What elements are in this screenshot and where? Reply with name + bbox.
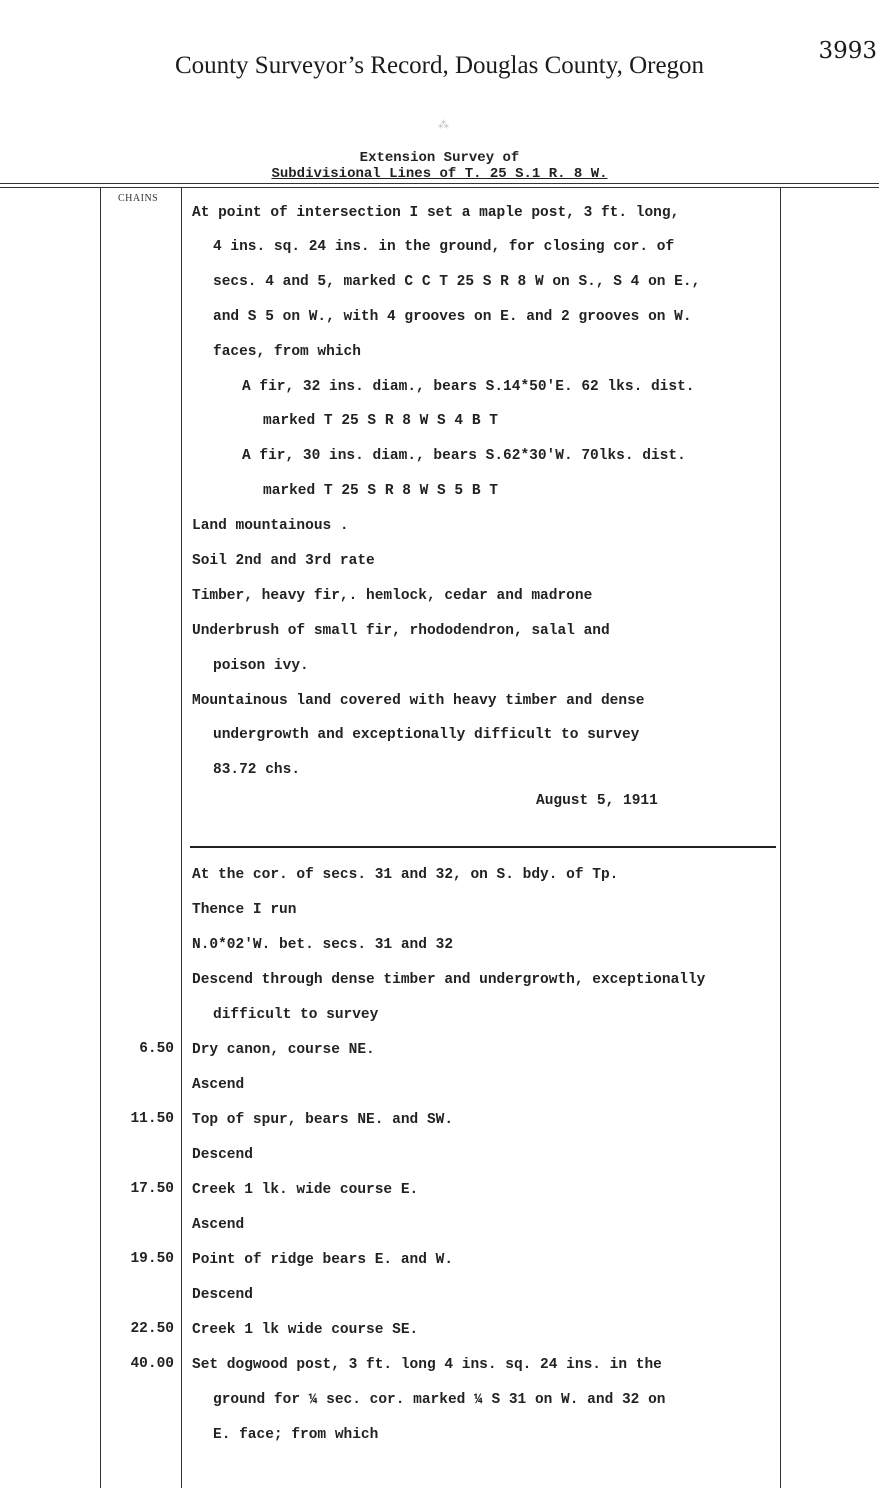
note-line: Ascend [192, 1217, 245, 1233]
page-number: 3993 [818, 38, 877, 64]
note-line: Thence I run [192, 902, 297, 918]
right-margin-line [780, 188, 781, 1488]
note-line: 83.72 chs. [213, 762, 301, 778]
section-divider [190, 846, 776, 848]
note-line: undergrowth and exceptionally difficult to survey [213, 727, 640, 743]
note-line: Land mountainous . [192, 518, 349, 534]
note-line: Descend [192, 1287, 253, 1303]
note-line: marked T 25 S R 8 W S 4 B T [263, 413, 498, 429]
note-line: Underbrush of small fir, rhododendron, salal and [192, 623, 610, 639]
note-line: Descend through dense timber and undergrowth, exceptionally [192, 972, 706, 988]
note-line: marked T 25 S R 8 W S 5 B T [263, 483, 498, 499]
note-line: Top of spur, bears NE. and SW. [192, 1112, 454, 1128]
note-line: ground for ¼ sec. cor. marked ¼ S 31 on W. and 32 on [213, 1392, 666, 1408]
chain-value: 11.50 [130, 1111, 174, 1127]
entry-date: August 5, 1911 [536, 793, 658, 809]
survey-title-line2: Subdivisional Lines of T. 25 S.1 R. 8 W. [271, 166, 608, 182]
note-line: Creek 1 lk wide course SE. [192, 1322, 419, 1338]
note-line: Mountainous land covered with heavy timber and dense [192, 693, 645, 709]
note-line: Ascend [192, 1077, 245, 1093]
note-line: At point of intersection I set a maple post, 3 ft. long, [192, 205, 680, 221]
survey-title-line1: Extension Survey of [359, 150, 520, 166]
chain-value: 40.00 [130, 1356, 174, 1372]
note-line: poison ivy. [213, 658, 309, 674]
page-header-title: County Surveyor’s Record, Douglas County, Oregon [174, 52, 705, 79]
survey-title [0, 150, 879, 182]
chains-column-line [181, 188, 182, 1488]
left-margin-line [100, 188, 101, 1488]
top-rule [0, 183, 879, 184]
chain-value: 22.50 [130, 1321, 174, 1337]
note-line: difficult to survey [213, 1007, 379, 1023]
note-line: Descend [192, 1147, 253, 1163]
note-line: Soil 2nd and 3rd rate [192, 553, 375, 569]
note-line: N.0*02'W. bet. secs. 31 and 32 [192, 937, 454, 953]
chain-value: 6.50 [139, 1041, 174, 1057]
note-line: and S 5 on W., with 4 grooves on E. and 2 grooves on W. [213, 309, 692, 325]
note-line: At the cor. of secs. 31 and 32, on S. bdy. of Tp. [192, 867, 619, 883]
note-line: Creek 1 lk. wide course E. [192, 1182, 419, 1198]
note-line: faces, from which [213, 344, 361, 360]
note-line: Timber, heavy fir,. hemlock, cedar and madrone [192, 588, 593, 604]
note-line: secs. 4 and 5, marked C C T 25 S R 8 W on S., S 4 on E., [213, 274, 701, 290]
note-line: Dry canon, course NE. [192, 1042, 375, 1058]
note-line: 4 ins. sq. 24 ins. in the ground, for closing cor. of [213, 239, 675, 255]
note-line: E. face; from which [213, 1427, 379, 1443]
chains-column-label: CHAINS [118, 193, 159, 204]
faint-mark: ⁂ [438, 118, 449, 131]
chain-value: 17.50 [130, 1181, 174, 1197]
note-line: Set dogwood post, 3 ft. long 4 ins. sq. 24 ins. in the [192, 1357, 662, 1373]
note-line: Point of ridge bears E. and W. [192, 1252, 454, 1268]
note-line: A fir, 30 ins. diam., bears S.62*30'W. 70lks. dist. [242, 448, 686, 464]
chain-value: 19.50 [130, 1251, 174, 1267]
note-line: A fir, 32 ins. diam., bears S.14*50'E. 62 lks. dist. [242, 379, 695, 395]
top-rule-second [0, 187, 879, 188]
